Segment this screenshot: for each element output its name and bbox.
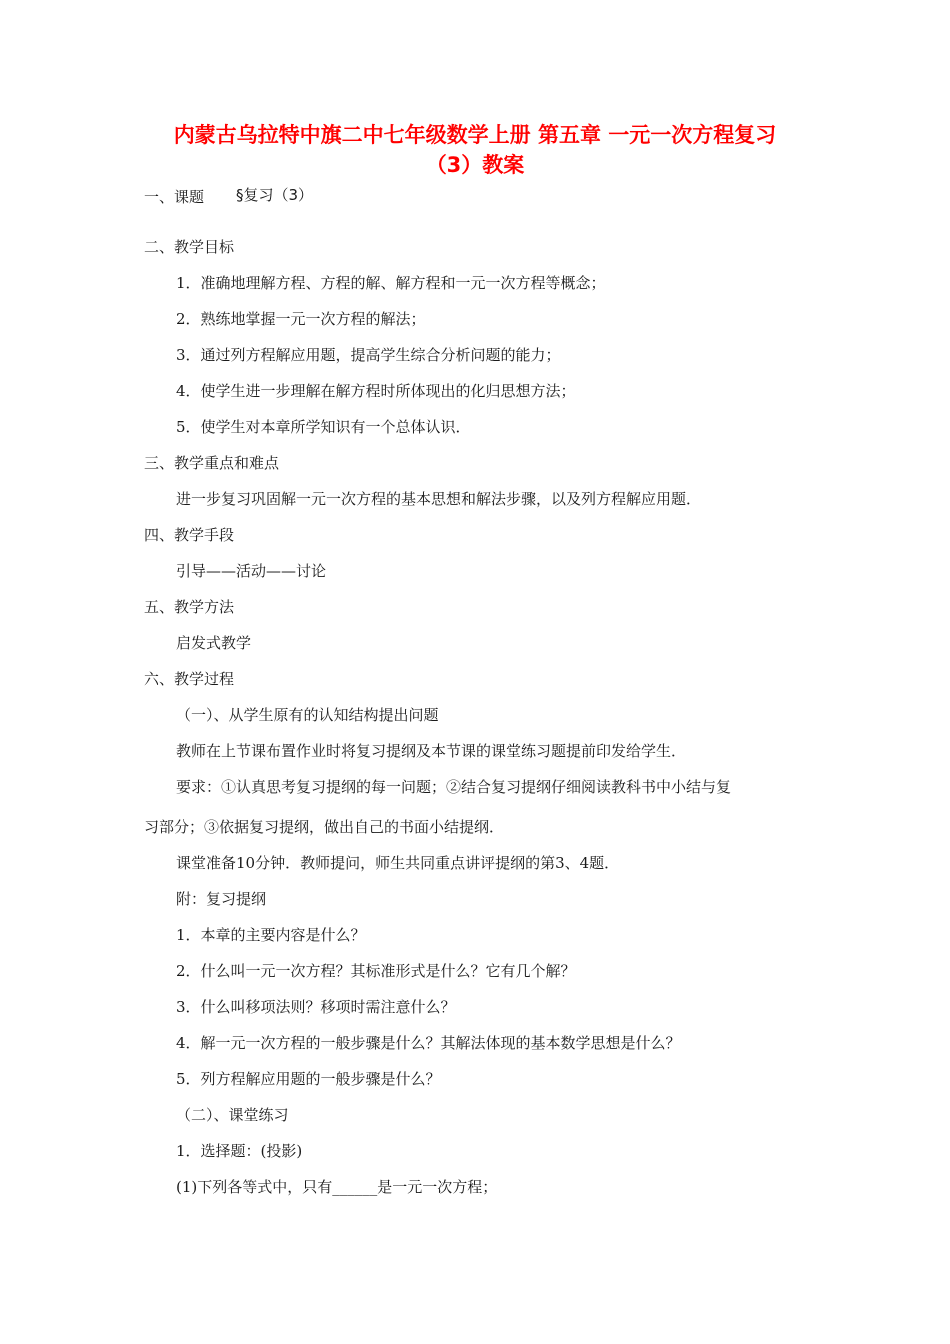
goal-item: 2．熟练地掌握一元一次方程的解法； — [176, 310, 426, 328]
outline-heading: 附：复习提纲 — [176, 890, 267, 908]
outline-item: 3．什么叫移项法则？移项时需注意什么？ — [176, 998, 456, 1016]
section-heading-method: 五、教学方法 — [144, 598, 235, 616]
document-title-line1: 内蒙古乌拉特中旗二中七年级数学上册 第五章 一元一次方程复习 — [173, 123, 777, 147]
process-part1-heading: （一）、从学生原有的认知结构提出问题 — [176, 706, 439, 724]
keti-value: §复习（3） — [236, 186, 314, 204]
section-heading-keti: 一、课题 — [144, 188, 205, 206]
goal-item: 1．准确地理解方程、方程的解、解方程和一元一次方程等概念； — [176, 274, 606, 292]
outline-item: 5．列方程解应用题的一般步骤是什么？ — [176, 1070, 441, 1088]
outline-item: 2．什么叫一元一次方程？其标准形式是什么？它有几个解？ — [176, 962, 576, 980]
section-heading-goals: 二、教学目标 — [144, 238, 235, 256]
goal-item: 4．使学生进一步理解在解方程时所体现出的化归思想方法； — [176, 382, 576, 400]
exercise-subquestion: (1)下列各等式中，只有______是一元一次方程； — [176, 1178, 498, 1196]
means-text: 引导——活动——讨论 — [176, 562, 327, 580]
section-heading-keypoints: 三、教学重点和难点 — [144, 454, 280, 472]
outline-item: 4．解一元一次方程的一般步骤是什么？其解法体现的基本数学思想是什么？ — [176, 1034, 681, 1052]
document-title-line2: （3）教案 — [425, 153, 525, 177]
process-part2-heading: （二）、课堂练习 — [176, 1106, 289, 1124]
goal-item: 3．通过列方程解应用题，提高学生综合分析问题的能力； — [176, 346, 561, 364]
process-class-prep: 课堂准备10分钟．教师提问，师生共同重点讲评提纲的第3、4题． — [176, 854, 620, 872]
method-text: 启发式教学 — [176, 634, 252, 652]
process-part1-text: 教师在上节课布置作业时将复习提纲及本节课的课堂练习题提前印发给学生． — [176, 742, 687, 760]
process-requirement-line2: 习部分；③依据复习提纲，做出自己的书面小结提纲． — [144, 818, 505, 836]
outline-item: 1．本章的主要内容是什么？ — [176, 926, 366, 944]
goal-item: 5．使学生对本章所学知识有一个总体认识． — [176, 418, 471, 436]
exercise-question: 1．选择题：(投影) — [176, 1142, 303, 1160]
process-requirement-line1: 要求：①认真思考复习提纲的每一问题；②结合复习提纲仔细阅读教科书中小结与复 — [176, 778, 732, 796]
keypoints-text: 进一步复习巩固解一元一次方程的基本思想和解法步骤，以及列方程解应用题． — [176, 490, 702, 508]
section-heading-process: 六、教学过程 — [144, 670, 235, 688]
section-heading-means: 四、教学手段 — [144, 526, 235, 544]
